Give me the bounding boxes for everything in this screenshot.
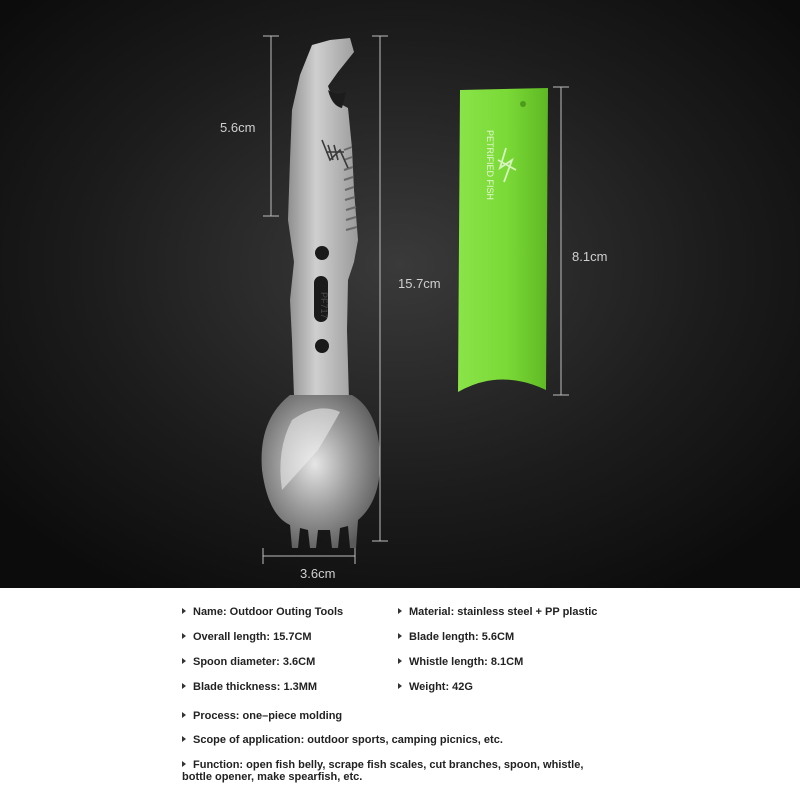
spec-sheet: [0, 588, 800, 800]
spec-material: Material: stainless steel + PP plastic: [398, 606, 597, 618]
spec-whistle-length: Whistle length: 8.1CM: [398, 656, 523, 668]
spec-function: Function: open fish belly, scrape fish scales, cut branches, spoon, whistle, bottle opener, make spearfish, etc.: [182, 759, 584, 783]
bullet-arrow-icon: [182, 761, 186, 767]
bullet-arrow-icon: [182, 712, 186, 718]
bullet-arrow-icon: [182, 608, 186, 614]
spec-overall-length: Overall length: 15.7CM: [182, 631, 312, 643]
whistle-length-dimension-label: 8.1cm: [572, 249, 608, 264]
spec-weight: Weight: 42G: [398, 681, 473, 693]
model-engraving: PF717: [319, 292, 329, 319]
whistle-hole: [520, 101, 526, 107]
spoon-width-dimension-label: 3.6cm: [300, 566, 336, 581]
handle-hole-bottom: [315, 339, 329, 353]
bullet-arrow-icon: [398, 683, 402, 689]
spec-process: Process: one–piece molding: [182, 710, 342, 722]
blade-length-dimension-label: 5.6cm: [220, 120, 256, 135]
spec-name: Name: Outdoor Outing Tools: [182, 606, 343, 618]
bullet-arrow-icon: [398, 658, 402, 664]
spec-spoon-diameter: Spoon diameter: 3.6CM: [182, 656, 315, 668]
bullet-arrow-icon: [398, 633, 402, 639]
spec-scope: Scope of application: outdoor sports, camping picnics, etc.: [182, 734, 503, 746]
spec-blade-thickness: Blade thickness: 1.3MM: [182, 681, 317, 693]
bullet-arrow-icon: [182, 633, 186, 639]
spec-blade-length: Blade length: 5.6CM: [398, 631, 514, 643]
overall-length-dimension-label: 15.7cm: [398, 276, 441, 291]
bullet-arrow-icon: [398, 608, 402, 614]
bullet-arrow-icon: [182, 683, 186, 689]
whistle-brand-text: PETRIFIED FISH: [485, 130, 495, 201]
bullet-arrow-icon: [182, 736, 186, 742]
handle-hole-top: [315, 246, 329, 260]
green-whistle: [458, 88, 548, 392]
bullet-arrow-icon: [182, 658, 186, 664]
